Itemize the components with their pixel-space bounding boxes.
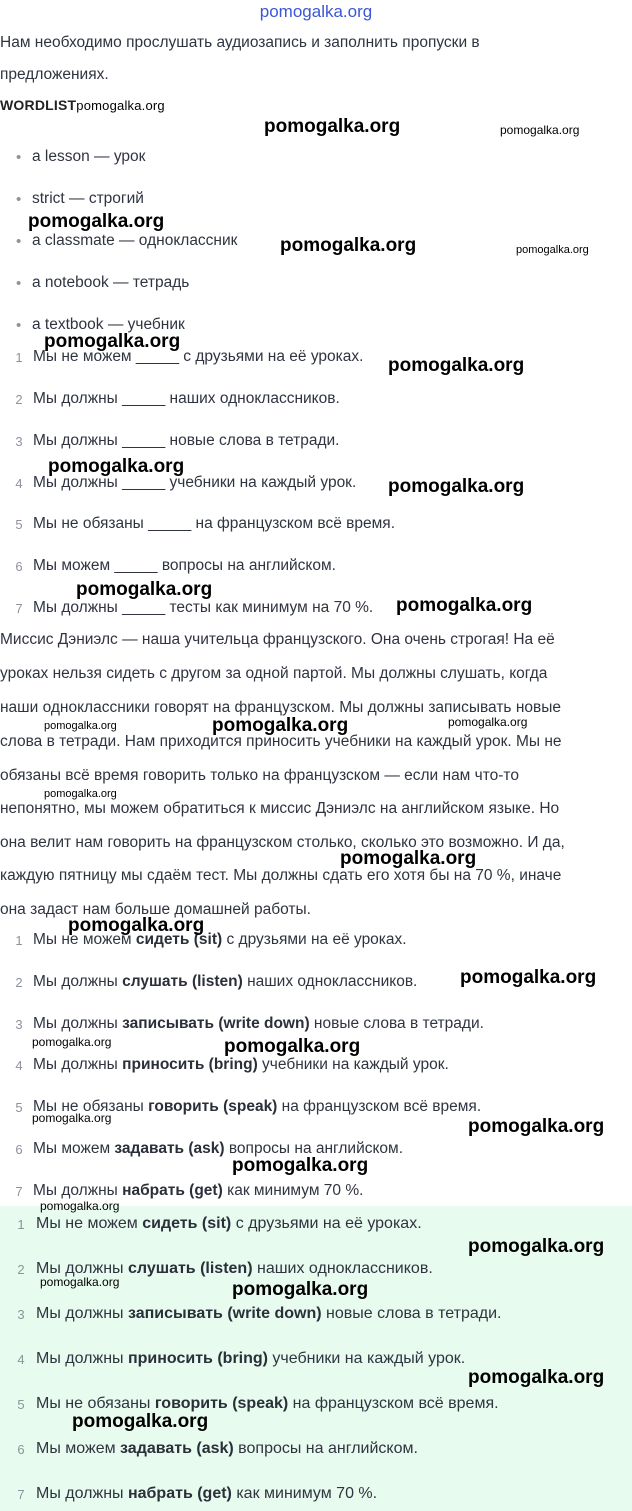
task-text: Мы не можем _____ с друзьями на её уроках.: [33, 348, 364, 365]
word-item: strict — строгий: [32, 190, 144, 207]
answer-verb: набрать (get): [122, 1182, 223, 1199]
answer-item: Мы должны записывать (write down) новые слова в тетради.: [33, 1015, 484, 1032]
task-text: Мы должны _____ наших одноклассников.: [33, 390, 340, 407]
word-item: a classmate — одноклассник: [32, 232, 238, 249]
watermark-text: pomogalka.org: [468, 1236, 605, 1257]
word-item: a notebook — тетрадь: [32, 274, 190, 291]
watermark-text: pomogalka.org: [264, 116, 401, 137]
answer-verb: приносить (bring): [122, 1056, 258, 1073]
watermark-text: pomogalka.org: [468, 1116, 605, 1137]
watermark-text: pomogalka.org: [388, 355, 525, 376]
answer-number: 6: [17, 1442, 25, 1457]
answer-number: 7: [15, 1184, 23, 1199]
task-text: Мы должны _____ тесты как минимум на 70 %.: [33, 599, 374, 616]
answer-item: Мы должны приносить (bring) учебники на каждый урок.: [36, 1350, 466, 1367]
task-number: 2: [15, 392, 23, 407]
answer-item: Мы не можем сидеть (sit) с друзьями на её уроках.: [36, 1215, 422, 1232]
watermark-text: pomogalka.org: [388, 476, 525, 497]
answer-verb: говорить (speak): [154, 1395, 289, 1412]
answer-item: Мы должны слушать (listen) наших одноклассников.: [36, 1260, 433, 1277]
watermark-text: pomogalka.org: [40, 1275, 120, 1289]
answer-verb: записывать (write down): [127, 1305, 322, 1322]
watermark-text: pomogalka.org: [232, 1279, 369, 1300]
watermark-text: pomogalka.org: [40, 1199, 120, 1213]
answer-number: 4: [17, 1352, 25, 1367]
word-item: a lesson — урок: [32, 148, 146, 165]
word-item: a textbook — учебник: [32, 316, 185, 333]
task-number: 6: [15, 559, 23, 574]
answer-number: 1: [17, 1217, 25, 1232]
passage-line: обязаны всё время говорить только на французском — если нам что-то: [0, 767, 519, 784]
answer-number: 3: [15, 1017, 23, 1032]
answer-verb: сидеть (sit): [135, 931, 223, 948]
answer-item: Мы не можем сидеть (sit) с друзьями на её уроках.: [33, 931, 407, 948]
watermark-text: pomogalka.org: [32, 1035, 112, 1049]
passage-line: уроках нельзя сидеть с другом за одной партой. Мы должны слушать, когда: [0, 665, 548, 682]
passage-line: она велит нам говорить на французском столько, сколько это возможно. И да,: [0, 834, 565, 851]
watermark-text: pomogalka.org: [72, 1411, 209, 1432]
watermark-text: pomogalka.org: [32, 1111, 112, 1125]
watermark-text: pomogalka.org: [28, 211, 165, 232]
watermark-text: pomogalka.org: [396, 595, 533, 616]
watermark-text: pomogalka.org: [212, 715, 349, 736]
answer-number: 3: [17, 1307, 25, 1322]
watermark-text: pomogalka.org: [448, 715, 528, 729]
answer-verb: задавать (ask): [120, 1440, 234, 1457]
task-text: Мы не обязаны _____ на французском всё время.: [33, 515, 395, 532]
site-header: pomogalka.org: [259, 2, 373, 21]
passage-line: непонятно, мы можем обратиться к миссис Дэниэлс на английском языке. Но: [0, 800, 560, 817]
task-number: 4: [15, 476, 23, 491]
task-number: 5: [15, 517, 23, 532]
watermark-text: pomogalka.org: [500, 123, 580, 137]
answer-verb: говорить (speak): [148, 1098, 278, 1115]
task-number: 1: [15, 350, 23, 365]
passage-line: каждую пятницу мы сдаём тест. Мы должны сдать его хотя бы на 70 %, иначе: [0, 867, 562, 884]
answer-number: 7: [17, 1487, 25, 1502]
watermark-text: pomogalka.org: [280, 235, 417, 256]
wordlist-heading: WORDLISTpomogalka.org: [0, 97, 165, 113]
answer-verb: сидеть (sit): [142, 1215, 232, 1232]
bullet-icon: •: [16, 149, 22, 166]
passage-line: она задаст нам больше домашней работы.: [0, 901, 311, 918]
answer-item: Мы не обязаны говорить (speak) на французском всё время.: [33, 1098, 482, 1115]
watermark-text: pomogalka.org: [468, 1367, 605, 1388]
answer-verb: записывать (write down): [122, 1015, 310, 1032]
bullet-icon: •: [16, 233, 22, 250]
answer-item: Мы можем задавать (ask) вопросы на английском.: [36, 1440, 418, 1457]
watermark-text: pomogalka.org: [340, 848, 477, 869]
answer-verb: задавать (ask): [114, 1140, 225, 1157]
watermark-text: pomogalka.org: [460, 967, 597, 988]
passage-line: наши одноклассники говорят на французском. Мы должны записывать новые: [0, 699, 561, 716]
answer-item: Мы должны приносить (bring) учебники на каждый урок.: [33, 1056, 449, 1073]
passage-line: слова в тетради. Нам приходится приносить учебники на каждый урок. Мы не: [0, 733, 562, 750]
intro-line-2: предложениях.: [0, 66, 109, 83]
watermark-text: pomogalka.org: [44, 331, 181, 352]
answer-number: 1: [15, 933, 23, 948]
bullet-icon: •: [16, 317, 22, 334]
answer-verb: приносить (bring): [127, 1350, 268, 1367]
wordlist-watermark: pomogalka.org: [76, 98, 165, 113]
answer-number: 2: [15, 975, 23, 990]
answer-number: 5: [17, 1397, 25, 1412]
answer-item: Мы должны набрать (get) как минимум 70 %.: [33, 1182, 364, 1199]
task-text: Мы должны _____ новые слова в тетради.: [33, 432, 340, 449]
answer-item: Мы не обязаны говорить (speak) на французском всё время.: [36, 1395, 499, 1412]
bullet-icon: •: [16, 191, 22, 208]
watermark-text: pomogalka.org: [48, 456, 185, 477]
watermark-text: pomogalka.org: [44, 720, 117, 732]
task-text: Мы должны _____ учебники на каждый урок.: [33, 474, 357, 491]
task-number: 7: [15, 601, 23, 616]
watermark-text: pomogalka.org: [68, 915, 205, 936]
watermark-text: pomogalka.org: [44, 788, 117, 800]
watermark-text: pomogalka.org: [516, 244, 589, 256]
task-number: 3: [15, 434, 23, 449]
answer-item: Мы должны записывать (write down) новые слова в тетради.: [36, 1305, 502, 1322]
intro-line-1: Нам необходимо прослушать аудиозапись и заполнить пропуски в: [0, 34, 480, 51]
answer-verb: слушать (listen): [122, 973, 243, 990]
passage-line: Миссис Дэниэлс — наша учительца французского. Она очень строгая! На её: [0, 631, 555, 648]
answer-verb: слушать (listen): [127, 1260, 253, 1277]
answer-item: Мы должны набрать (get) как минимум 70 %.: [36, 1485, 378, 1502]
answer-number: 5: [15, 1100, 23, 1115]
answer-number: 4: [15, 1058, 23, 1073]
bullet-icon: •: [16, 275, 22, 292]
watermark-text: pomogalka.org: [224, 1036, 361, 1057]
answer-number: 6: [15, 1142, 23, 1157]
answer-verb: набрать (get): [127, 1485, 232, 1502]
watermark-text: pomogalka.org: [232, 1155, 369, 1176]
watermark-text: pomogalka.org: [76, 579, 213, 600]
answer-item: Мы должны слушать (listen) наших одноклассников.: [33, 973, 418, 990]
task-text: Мы можем _____ вопросы на английском.: [33, 557, 336, 574]
answer-number: 2: [17, 1262, 25, 1277]
answer-item: Мы можем задавать (ask) вопросы на английском.: [33, 1140, 404, 1157]
